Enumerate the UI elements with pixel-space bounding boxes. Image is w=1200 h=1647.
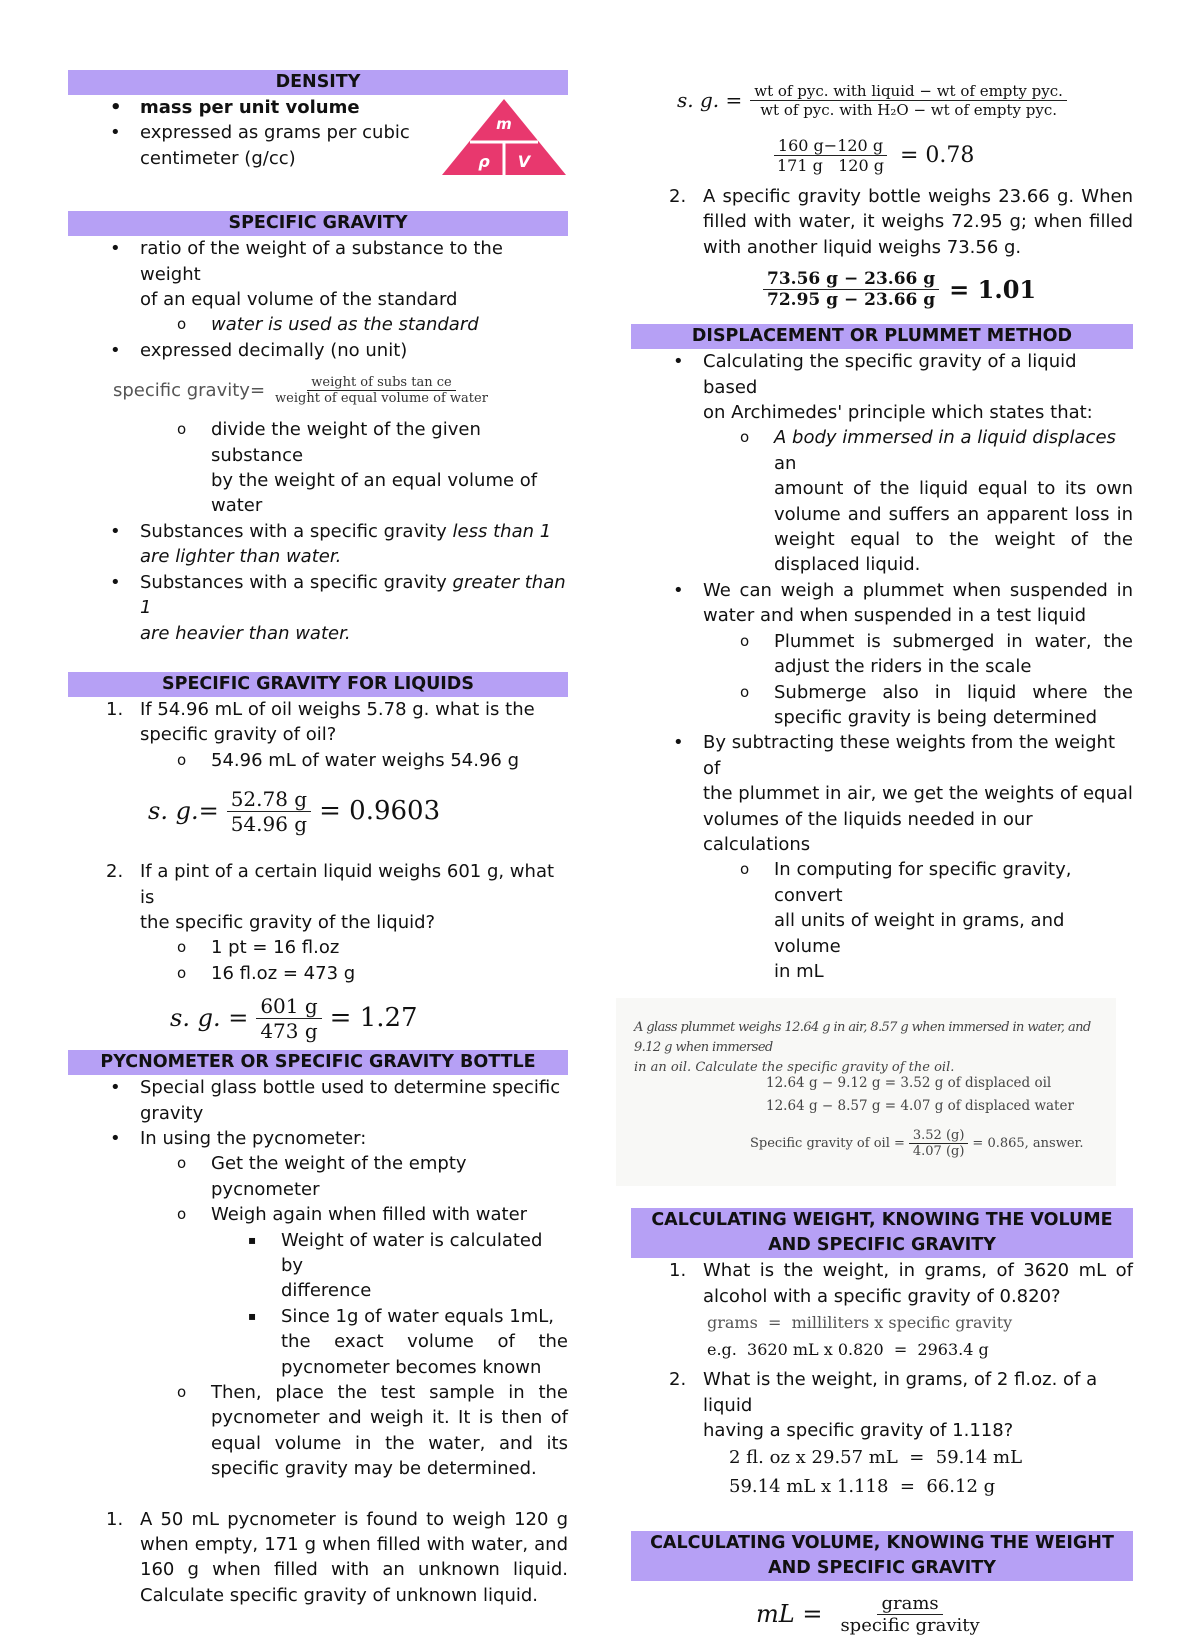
disp-sub-1 <box>631 425 1133 476</box>
pyc-example-1 <box>68 1507 568 1532</box>
sg-sub-1 <box>68 312 568 337</box>
pyc-formula-fraction <box>750 82 1067 119</box>
pyc-ex2-num: 73.56 g − 23.66 g <box>763 269 939 290</box>
sg-formula-fraction <box>271 375 492 406</box>
sg-bullet-4-cont-em: are heavier than water. <box>140 622 351 644</box>
disp-sub-3-cont: specific gravity is being determined <box>774 706 1097 728</box>
sgl-eq2-num: 601 g <box>256 994 321 1019</box>
weight-header-line-1: CALCULATING WEIGHT, KNOWING THE VOLUME <box>651 1210 1113 1231</box>
pyc-ex2-fraction <box>763 269 939 310</box>
density-bullet-2-cont: centimeter (g/cc) <box>140 147 296 169</box>
disp-sub-1-cont-4: displaced liquid. <box>774 554 921 576</box>
triangle-m-label: m <box>496 115 512 133</box>
pyc-calc-num: 160 g−120 g <box>774 136 887 156</box>
sgl-eq1-result: = 0.9603 <box>319 796 441 827</box>
sgl-q1-number: 1. <box>106 698 124 720</box>
disp-bullet-3-cont-1: the plummet in air, we get the weights of equal <box>703 783 1133 805</box>
volume-header <box>631 1531 1133 1581</box>
sgl-eq-1 <box>68 773 568 849</box>
weight-q2-cont: having a specific gravity of 1.118? <box>703 1420 1014 1441</box>
sg-bullet-3 <box>68 519 568 544</box>
sgl-q1-cont: specific gravity of oil? <box>140 724 337 746</box>
sgl-question-2 <box>68 859 568 910</box>
disp-sub-1-cont-2: volume and suffers an apparent loss in <box>774 503 1133 525</box>
pyc-bullet-2: • In using the pycnometer: <box>68 1126 568 1151</box>
pyc-ex1-cont-3: Calculate specific gravity of unknown liquid. <box>140 1584 539 1606</box>
weight-q1-text: What is the weight, in grams, of 3620 mL of <box>703 1260 1133 1282</box>
sg-sub-2-cont-2: water <box>211 495 263 517</box>
pyc-ex2-number: 2. <box>669 186 687 207</box>
triangle-rho-label: ρ <box>478 152 490 171</box>
plummet-question-line-1: A glass plummet weighs 12.64 g in air, 8.57 g when immersed in water, and 9.12 g when immersed <box>634 1020 1091 1056</box>
pyc-subsub-2-cont: the exact volume of the <box>281 1331 568 1353</box>
sgl-eq1-num: 52.78 g <box>227 787 311 812</box>
disp-sub-4-cont-2: in mL <box>774 960 824 982</box>
sg-sub-1-text: water is used as the standard <box>211 314 479 336</box>
sg-bullet-3-em: less than 1 <box>452 520 552 542</box>
pyc-calc <box>631 126 1133 184</box>
disp-sub-1-cont-1: amount of the liquid equal to its own <box>774 478 1133 500</box>
disp-bullet-3-cont-2: volumes of the liquids needed in our calculations <box>703 808 1033 855</box>
specific-gravity-header: SPECIFIC GRAVITY <box>68 211 568 236</box>
disp-sub-3: o Submerge also in liquid where the <box>631 680 1133 705</box>
sgl-q2-text: If a pint of a certain liquid weighs 601 g, what is <box>140 861 555 908</box>
density-bullet-2: • expressed as grams per cubic <box>68 120 568 145</box>
pyc-subsub-2-cont-2: pycnometer becomes known <box>281 1356 542 1378</box>
sg-sub-2: o divide the weight of the given substance <box>68 417 568 468</box>
sg-bullet-3-cont-em: are lighter than water. <box>140 546 342 568</box>
plummet-calc-2: 12.64 g − 8.57 g = 4.07 g of displaced water <box>766 1098 1074 1115</box>
weight-q2-text: What is the weight, in grams, of 2 fl.oz. of a liquid <box>703 1369 1098 1416</box>
sgl-eq1-sg: s. g.= <box>148 797 219 826</box>
density-bullet-1: • mass per unit volume <box>68 95 568 120</box>
disp-sub-1-em: A body immersed in a liquid displaces <box>774 427 1116 449</box>
weight-calc-2: 59.14 mL x 1.118 = 66.12 g <box>729 1476 996 1498</box>
pyc-calc-fraction <box>773 136 888 175</box>
plummet-sg-den: 4.07 (g) <box>912 1144 965 1160</box>
sgl-eq2-fraction <box>256 994 321 1043</box>
plummet-calc-1: 12.64 g − 9.12 g = 3.52 g of displaced oil <box>766 1075 1052 1092</box>
sgl-eq2-den: 473 g <box>260 1018 318 1043</box>
weight-calc-1: 2 fl. oz x 29.57 mL = 59.14 mL <box>729 1447 1023 1469</box>
disp-bullet-2: • We can weigh a plummet when suspended in <box>631 578 1133 603</box>
weight-formula: grams = milliliters x specific gravity <box>707 1313 1013 1333</box>
pyc-ex2-text: A specific gravity bottle weighs 23.66 g. When <box>703 186 1133 207</box>
pyc-subsub-2: ▪ Since 1g of water equals 1mL, <box>68 1304 568 1329</box>
weight-q2-number: 2. <box>669 1369 687 1391</box>
disp-bullet-2-cont: water and when suspended in a test liquid <box>703 605 1087 627</box>
pyc-bullet-1-cont: gravity <box>140 1102 204 1124</box>
disp-sub-4-cont-1: all units of weight in grams, and volume <box>774 910 1065 957</box>
pyc-ex1-cont-1: when empty, 171 g when filled with water, and <box>140 1534 568 1556</box>
sg-bullet-3-cont <box>68 544 568 569</box>
plummet-example-image <box>616 998 1116 1186</box>
disp-bullet-1-cont: on Archimedes' principle which states that: <box>703 402 1093 424</box>
density-triangle-icon <box>440 97 568 177</box>
pyc-formula <box>631 74 1133 126</box>
plummet-sg-lhs: Specific gravity of oil = <box>750 1136 905 1152</box>
plummet-sg-fraction <box>909 1128 969 1159</box>
weight-header <box>631 1208 1133 1258</box>
pyc-bullet-1: • Special glass bottle used to determine specific <box>68 1075 568 1100</box>
weight-question-2 <box>631 1367 1133 1418</box>
volume-formula-num: grams <box>877 1593 942 1615</box>
pyc-sub-3-cont-1: pycnometer and weigh it. It is then of <box>211 1407 568 1429</box>
weight-example-calc: e.g. 3620 mL x 0.820 = 2963.4 g <box>707 1340 989 1360</box>
pyc-ex2-den: 72.95 g − 23.66 g <box>767 289 936 310</box>
volume-formula-lhs: mL = <box>756 1600 823 1629</box>
pyc-sub-2: o Weigh again when filled with water <box>68 1202 568 1227</box>
sg-bullet-4-text: Substances with a specific gravity <box>140 571 453 593</box>
density-header: DENSITY <box>68 70 568 95</box>
weight-question-1 <box>631 1258 1133 1283</box>
sg-formula <box>68 363 568 417</box>
sgl-q1-text: If 54.96 mL of oil weighs 5.78 g. what is the <box>140 698 535 720</box>
plummet-sg-result: = 0.865, answer. <box>972 1136 1084 1152</box>
pyc-formula-den: wt of pyc. with H₂O − wt of empty pyc. <box>760 100 1057 119</box>
pyc-subsub-1: ▪ Weight of water is calculated by <box>68 1228 568 1279</box>
sg-bullet-1: • ratio of the weight of a substance to the weight <box>68 236 568 287</box>
sgl-eq1-den: 54.96 g <box>230 811 308 836</box>
sgl-question-1 <box>68 697 568 722</box>
sg-bullet-2: • expressed decimally (no unit) <box>68 338 568 363</box>
left-column <box>68 70 568 1608</box>
pyc-example-2 <box>631 184 1133 209</box>
sgl-q2-number: 2. <box>106 861 124 883</box>
weight-header-line-2: AND SPECIFIC GRAVITY <box>768 1235 996 1256</box>
pyc-sub-3-cont-3: specific gravity may be determined. <box>211 1458 537 1480</box>
sgl-eq-2 <box>68 986 568 1050</box>
displacement-header: DISPLACEMENT OR PLUMMET METHOD <box>631 324 1133 349</box>
pyc-calc-result: = 0.78 <box>900 142 975 168</box>
sgl-eq2-result: = 1.27 <box>329 1003 418 1034</box>
pyc-ex1-number: 1. <box>106 1508 124 1530</box>
sgl-q2-sub-2: o 16 fl.oz = 473 g <box>68 961 568 986</box>
pyc-ex1-text: A 50 mL pycnometer is found to weigh 120 g <box>140 1508 568 1530</box>
triangle-v-label: V <box>517 152 531 171</box>
pyc-formula-num: wt of pyc. with liquid − wt of empty pyc. <box>750 82 1067 101</box>
pyc-sub-1: o Get the weight of the empty pycnometer <box>68 1151 568 1202</box>
sg-liquids-header: SPECIFIC GRAVITY FOR LIQUIDS <box>68 672 568 697</box>
sg-formula-denominator: weight of equal volume of water <box>275 390 488 406</box>
plummet-question-line-2: in an oil. Calculate the specific gravity of the oil. <box>634 1060 955 1076</box>
disp-sub-2: o Plummet is submerged in water, the <box>631 629 1133 654</box>
disp-sub-1-cont-3: weight equal to the weight of the <box>774 529 1133 551</box>
plummet-sg-formula <box>750 1128 1083 1159</box>
sg-bullet-4-cont <box>68 621 568 646</box>
volume-header-line-2: AND SPECIFIC GRAVITY <box>768 1558 996 1579</box>
sg-sub-2-cont-1: by the weight of an equal volume of <box>211 470 538 492</box>
sgl-q2-cont: the specific gravity of the liquid? <box>140 911 436 933</box>
sg-bullet-1-cont: of an equal volume of the standard <box>140 289 458 311</box>
plummet-sg-num: 3.52 (g) <box>909 1128 969 1144</box>
weight-q1-number: 1. <box>669 1260 687 1282</box>
pyc-ex1-cont-2: 160 g when filled with an unknown liquid. <box>140 1559 568 1581</box>
pyc-ex2-eq <box>631 260 1133 318</box>
volume-header-line-1: CALCULATING VOLUME, KNOWING THE WEIGHT <box>650 1533 1114 1554</box>
sgl-eq1-fraction <box>227 787 311 836</box>
weight-q1-cont: alcohol with a specific gravity of 0.820? <box>703 1285 1061 1307</box>
pyc-sub-3: o Then, place the test sample in the <box>68 1380 568 1405</box>
sg-formula-lhs: specific gravity= <box>113 379 266 401</box>
sgl-q1-sub: o 54.96 mL of water weighs 54.96 g <box>68 748 568 773</box>
disp-sub-2-cont: adjust the riders in the scale <box>774 656 1032 678</box>
pycnometer-header: PYCNOMETER OR SPECIFIC GRAVITY BOTTLE <box>68 1050 568 1075</box>
pyc-ex2-cont-1: filled with water, it weighs 72.95 g; when filled <box>703 211 1133 233</box>
sg-bullet-3-text: Substances with a specific gravity <box>140 520 453 542</box>
volume-formula <box>631 1581 1133 1647</box>
disp-sub-4: o In computing for specific gravity, convert <box>631 857 1133 908</box>
volume-formula-den: specific gravity <box>840 1614 980 1636</box>
pyc-ex2-result: = 1.01 <box>949 274 1037 304</box>
plummet-calcs <box>766 1072 1074 1118</box>
pyc-sub-3-cont-2: equal volume in the water, and its <box>211 1432 568 1454</box>
plummet-example-question <box>634 1018 1114 1078</box>
disp-sub-1-rest: an <box>774 452 797 474</box>
pyc-formula-sg: s. g. = <box>677 88 743 112</box>
sg-formula-numerator: weight of subs tan ce <box>307 375 455 391</box>
density-section <box>68 95 568 171</box>
sg-bullet-4-em: greater than 1 <box>140 571 566 619</box>
pyc-subsub-1-cont: difference <box>281 1280 372 1302</box>
sgl-q2-sub-1: o 1 pt = 16 fl.oz <box>68 935 568 960</box>
disp-bullet-1: • Calculating the specific gravity of a liquid based <box>631 349 1133 400</box>
right-column <box>631 74 1133 1647</box>
disp-bullet-3: • By subtracting these weights from the weight of <box>631 730 1133 781</box>
sg-bullet-4 <box>68 570 568 621</box>
sgl-eq2-sg: s. g. = <box>170 1004 249 1033</box>
volume-formula-fraction <box>836 1593 983 1636</box>
pyc-calc-den: 171 g 120 g <box>777 155 884 175</box>
pyc-ex2-cont-2: with another liquid weighs 73.56 g. <box>703 236 1022 258</box>
